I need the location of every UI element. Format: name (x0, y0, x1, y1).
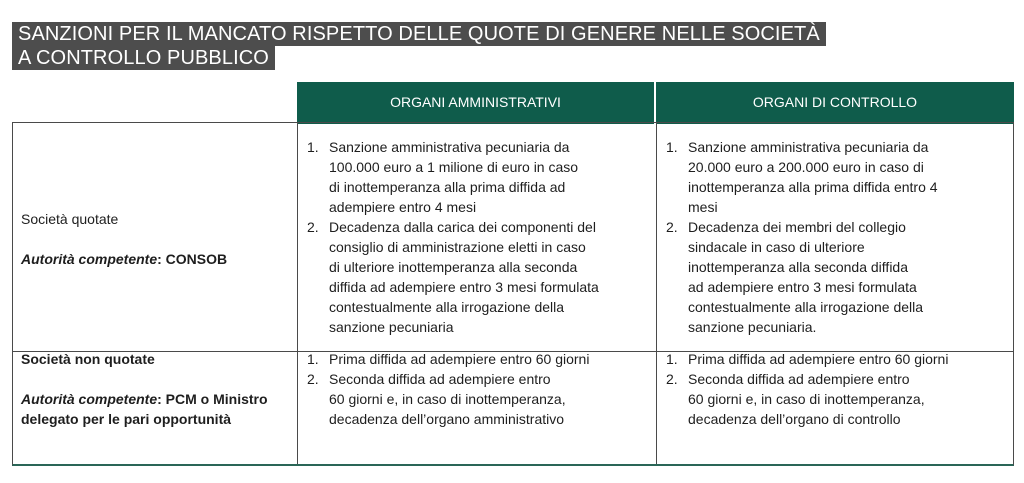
list-item-text-line: contestualmente alla irrogazione della (688, 299, 924, 315)
list-item-text-line: sindacale in caso di ulteriore (688, 239, 865, 255)
list-item (666, 217, 1006, 337)
row-title: Società non quotate (21, 351, 155, 367)
list-item (307, 349, 647, 369)
authority-value: : PCM o Ministro (157, 391, 268, 407)
list-item-text-line: Sanzione amministrativa pecuniaria da (329, 139, 570, 155)
row-label-societa-quotate (21, 209, 291, 269)
list-item (307, 137, 647, 217)
list-item-text-line: di inottemperanza alla prima diffida ad (329, 179, 566, 195)
list-item (307, 369, 647, 429)
list-item-number: 2. (307, 371, 319, 387)
list-item (666, 349, 1006, 369)
list-item-text-line: mesi (688, 199, 718, 215)
list-item-number: 1. (666, 139, 678, 155)
list-item-text-line: 100.000 euro a 1 milione di euro in caso (329, 159, 579, 175)
authority-label: Autorità competente (21, 251, 158, 267)
list-item-text-line: Seconda diffida ad adempiere entro (329, 371, 551, 387)
list-item-text-line: inottemperanza alla prima diffida entro 4 (688, 179, 938, 195)
cell-non-quotate-controllo (666, 349, 1006, 429)
authority-line (21, 249, 291, 269)
cell-quotate-amministrativi (307, 137, 647, 337)
authority-label: Autorità competente (21, 391, 158, 407)
list-item-text-line: diffida ad adempiere entro 3 mesi formulata (329, 279, 599, 295)
cell-non-quotate-amministrativi (307, 349, 647, 429)
list-item-text-line: Decadenza dalla carica dei componenti del (329, 219, 596, 235)
list-item-text-line: Seconda diffida ad adempiere entro (688, 371, 910, 387)
list-item-text-line: 60 giorni e, in caso di inottemperanza, (688, 391, 925, 407)
authority-value: : CONSOB (157, 251, 228, 267)
row-label-societa-non-quotate (21, 349, 291, 429)
page-title (12, 22, 826, 70)
list-item-number: 1. (666, 351, 678, 367)
title-line-2: A CONTROLLO PUBBLICO (12, 46, 275, 70)
authority-line (21, 389, 291, 409)
list-item-text-line: sanzione pecuniaria. (688, 319, 817, 335)
list-item-text-line: 20.000 euro a 200.000 euro in caso di (688, 159, 924, 175)
list-item (666, 137, 1006, 217)
list-item-text-line: contestualmente alla irrogazione della (329, 299, 565, 315)
list-item-text-line: inottemperanza alla seconda diffida (688, 259, 909, 275)
sanctions-table (12, 82, 1014, 465)
list-item-text-line: adempiere entro 4 mesi (329, 199, 477, 215)
row-title: Società quotate (21, 211, 119, 227)
list-item-number: 2. (666, 371, 678, 387)
list-item-number: 2. (666, 219, 678, 235)
column-divider (297, 123, 298, 464)
table-body (12, 122, 1014, 466)
list-item-text-line: sanzione pecuniaria (329, 319, 454, 335)
column-divider (656, 123, 657, 464)
list-item-text-line: Prima diffida ad adempiere entro 60 giorni (329, 351, 590, 367)
list-item-number: 1. (307, 139, 319, 155)
list-item-text-line: ad adempiere entro 3 mesi formulata (688, 279, 917, 295)
list-item-number: 2. (307, 219, 319, 235)
title-line-1: SANZIONI PER IL MANCATO RISPETTO DELLE QUOTE DI GENERE NELLE SOCIETÀ (12, 22, 826, 46)
cell-quotate-controllo (666, 137, 1006, 337)
list-item-text-line: Prima diffida ad adempiere entro 60 giorni (688, 351, 949, 367)
list-item-number: 1. (307, 351, 319, 367)
authority-value-continued: delegato per le pari opportunità (21, 411, 232, 427)
list-item (666, 369, 1006, 429)
list-item-text-line: consiglio di amministrazione eletti in caso (329, 239, 586, 255)
list-item-text-line: decadenza dell’organo di controllo (688, 411, 901, 427)
column-header-organi-amministrativi: ORGANI AMMINISTRATIVI (297, 82, 654, 124)
column-header-organi-di-controllo: ORGANI DI CONTROLLO (656, 82, 1014, 124)
list-item-text-line: Decadenza dei membri del collegio (688, 219, 906, 235)
list-item-text-line: di ulteriore inottemperanza alla seconda (329, 259, 578, 275)
list-item (307, 217, 647, 337)
list-item-text-line: decadenza dell’organo amministrativo (329, 411, 565, 427)
list-item-text-line: Sanzione amministrativa pecuniaria da (688, 139, 929, 155)
list-item-text-line: 60 giorni e, in caso di inottemperanza, (329, 391, 566, 407)
